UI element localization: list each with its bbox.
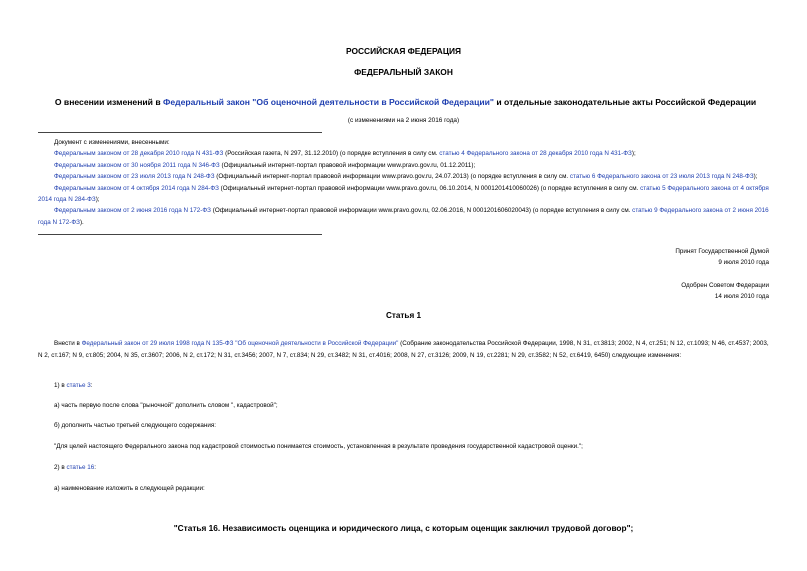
document-title xyxy=(38,97,773,107)
country-heading: РОССИЙСКАЯ ФЕДЕРАЦИЯ xyxy=(345,46,462,56)
accepted-date: 9 июля 2010 года xyxy=(718,259,769,267)
accepted-label: Принят Государственной Думой xyxy=(675,248,769,255)
change-item: Федеральным законом от 28 декабря 2010 года N 431-ФЗ (Российская газета, N 297, 31.12.2010) (о порядке вступления в силу см. статью 4 Федерального закона от 28 декабря 2010 года N 431-ФЗ); xyxy=(54,150,636,158)
title-suffix: и отдельные законодательные акты Российской Федерации xyxy=(494,97,757,107)
change-item: Федеральным законом от 2 июня 2016 года N 172-ФЗ (Официальный интернет-портал правовой информации www.pravo.gov.ru, 02.06.2016, N 0001201606020043) (о порядке вступления в силу см. статью 9 Федерального закона от 2 июня 2016 года N 172-ФЗ). xyxy=(38,207,769,226)
change-law-link[interactable]: Федеральным законом от 30 ноября 2011 года N 346-ФЗ xyxy=(54,161,220,169)
change-item: Федеральным законом от 4 октября 2014 года N 284-ФЗ (Официальный интернет-портал правовой информации www.pravo.gov.ru, 06.10.2014, N 0001201410060026) (о порядке вступления в силу см. статью 5 Федерального закона от 4 октября 2014 года N 284-ФЗ); xyxy=(38,184,769,204)
change-article-link[interactable]: статью 5 Федерального закона от 4 октября 2014 года N 284-ФЗ xyxy=(38,184,769,204)
change-law-link[interactable]: Федеральным законом от 2 июня 2016 года N 172-ФЗ xyxy=(54,207,211,215)
accepted-by-duma xyxy=(569,246,769,269)
article-1-intro: Внести в Федеральный закон от 29 июля 1998 года N 135-ФЗ "Об оценочной деятельности в Российской Федерации" (Собрание законодательства Российской Федерации, 1998, N 31, ст.3813; 2002, N 4, ст.251; N 12, ст.1093; N 46, ст.4537; 2003, N 2, ст.167; N 9, ст.805; 2004, N 35, ст.3607; 2006, N 2, ст.172; N 31, ст.3456; 2007, N 7, ст.834; N 29, ст.3482; N 31, ст.4016; 2008, N 27, ст.3126; 2009, N 19, ст.2281; N 29, ст.3582; N 52, ст.6419, 6450) следующие изменения: xyxy=(38,340,769,359)
change-law-link[interactable]: Федеральным законом от 23 июля 2013 года N 248-ФЗ xyxy=(54,173,215,181)
article-16-title: "Статья 16. Независимость оценщика и юридического лица, с которым оценщик заключил трудовой договор"; xyxy=(173,523,634,533)
doc-type-heading: ФЕДЕРАЛЬНЫЙ ЗАКОН xyxy=(354,67,453,77)
change-law-link[interactable]: Федеральным законом от 28 декабря 2010 года N 431-ФЗ xyxy=(54,150,224,158)
change-article-link[interactable]: статью 9 Федерального закона от 2 июня 2016 года N 172-ФЗ xyxy=(38,207,769,226)
item-2: 2) в статье 16: xyxy=(54,464,96,471)
change-law-link[interactable]: Федеральным законом от 4 октября 2014 года N 284-ФЗ xyxy=(54,184,219,192)
approved-label: Одобрен Советом Федерации xyxy=(681,282,769,289)
item-2a: а) наименование изложить в следующей редакции: xyxy=(54,485,205,492)
article-16-link[interactable]: статье 16 xyxy=(66,464,95,471)
title-law-link[interactable]: Федеральный закон "Об оценочной деятельности в Российской Федерации" xyxy=(163,97,494,107)
change-item: Федеральным законом от 30 ноября 2011 года N 346-ФЗ (Официальный интернет-портал правовой информации www.pravo.gov.ru, 01.12.2011); xyxy=(54,161,476,169)
change-article-link[interactable]: статью 6 Федерального закона от 23 июля 2013 года N 248-ФЗ xyxy=(569,173,754,181)
approved-by-council xyxy=(569,280,769,303)
approved-date: 14 июля 2010 года xyxy=(714,293,769,301)
item-1b: б) дополнить частью третьей следующего содержания: xyxy=(54,422,217,429)
item-1b-quote: "Для целей настоящего Федерального закона под кадастровой стоимостью понимается стоимость, установленная в результате проведения государственной кадастровой оценки."; xyxy=(54,443,583,450)
article-1-heading: Статья 1 xyxy=(385,311,422,320)
change-article-link[interactable]: статью 4 Федерального закона от 28 декабря 2010 года N 431-ФЗ xyxy=(439,150,632,158)
item-1: 1) в статье 3: xyxy=(54,382,93,389)
change-item: Федеральным законом от 23 июля 2013 года N 248-ФЗ (Официальный интернет-портал правовой информации www.pravo.gov.ru, 24.07.2013) (о порядке вступления в силу см. статью 6 Федерального закона от 23 июля 2013 года N 248-ФЗ); xyxy=(54,173,758,181)
title-prefix: О внесении изменений в xyxy=(54,97,164,107)
changes-bottom-divider xyxy=(38,234,322,235)
changes-intro: Документ с изменениями, внесенными: xyxy=(54,139,170,146)
changes-top-divider xyxy=(38,132,322,133)
changes-list xyxy=(38,137,770,228)
article-3-link[interactable]: статье 3 xyxy=(66,382,91,389)
law-135-fz-link[interactable]: Федеральный закон от 29 июля 1998 года N 135-ФЗ "Об оценочной деятельности в Российской Федерации" xyxy=(81,340,399,347)
edition-note: (с изменениями на 2 июня 2016 года) xyxy=(347,117,460,124)
item-1a: а) часть первую после слова "рыночной" дополнить словом ", кадастровой"; xyxy=(54,402,278,409)
